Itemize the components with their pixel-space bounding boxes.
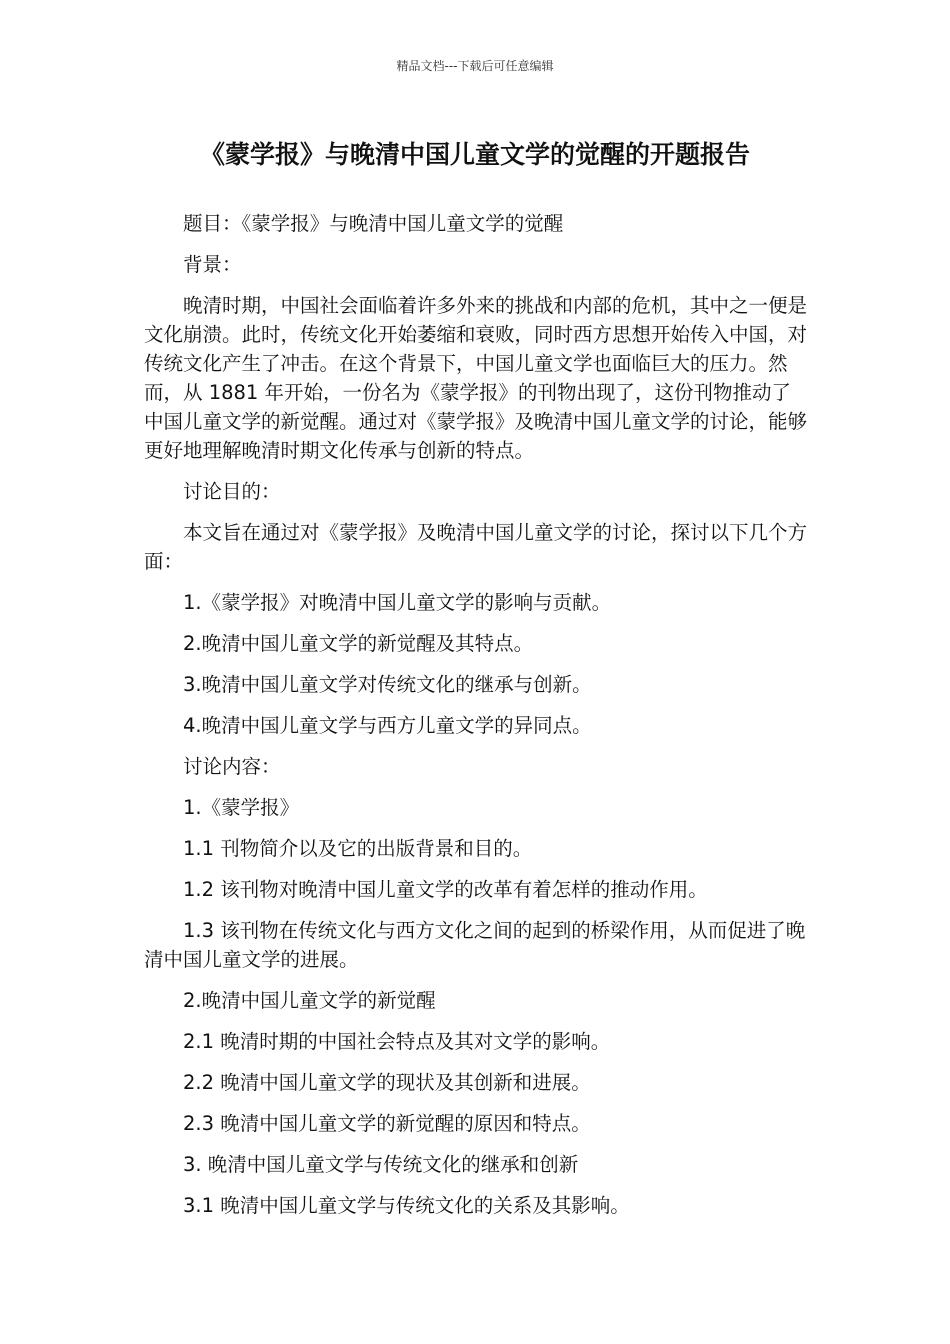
- paragraph-background-heading: 背景：: [183, 253, 242, 276]
- list-item: 2.3 晚清中国儿童文学的新觉醒的原因和特点。: [183, 1112, 591, 1135]
- paragraph-background: 晚清时期，中国社会面临着许多外来的挑战和内部的危机，其中之一便是文化崩溃。此时，传统文化开始萎缩和衰败，同时西方思想开始传入中国，对传统文化产生了冲击。在这个背景下，中国儿童文学也面临巨大的压力。然而，从 1881 年开始，一份名为《蒙学报》的刊物出现了，这份刊物推动了中国儿童文学的新觉醒。通过对《蒙学报》及晚清中国儿童文学的讨论，能够更好地理解晚清时期文化传承与创新的特点。: [144, 294, 808, 462]
- list-item: 3.1 晚清中国儿童文学与传统文化的关系及其影响。: [183, 1194, 630, 1217]
- section-heading: 3. 晚清中国儿童文学与传统文化的继承和创新: [183, 1153, 579, 1176]
- paragraph-purpose-heading: 讨论目的：: [183, 480, 281, 503]
- list-item: 2.1 晚清时期的中国社会特点及其对文学的影响。: [183, 1030, 611, 1053]
- paragraph-purpose-intro: 本文旨在通过对《蒙学报》及晚清中国儿童文学的讨论，探讨以下几个方面：: [144, 521, 808, 573]
- header-note: 精品文档---下载后可任意编辑: [396, 59, 554, 73]
- list-item: 1.《蒙学报》对晚清中国儿童文学的影响与贡献。: [183, 591, 612, 614]
- section-heading: 1.《蒙学报》: [183, 796, 300, 819]
- paragraph-content-heading: 讨论内容：: [183, 755, 281, 778]
- list-item: 1.1 刊物简介以及它的出版背景和目的。: [183, 837, 533, 860]
- list-item: 1.2 该刊物对晚清中国儿童文学的改革有着怎样的推动作用。: [183, 878, 708, 901]
- document-body: [144, 209, 808, 1232]
- paragraph-topic: 题目：《蒙学报》与晚清中国儿童文学的觉醒: [183, 212, 564, 235]
- list-item: 3.晚清中国儿童文学对传统文化的继承与创新。: [183, 673, 592, 696]
- section-heading: 2.晚清中国儿童文学的新觉醒: [183, 989, 436, 1012]
- list-item: 2.晚清中国儿童文学的新觉醒及其特点。: [183, 632, 534, 655]
- list-item: 4.晚清中国儿童文学与西方儿童文学的异同点。: [183, 714, 592, 737]
- list-item: 1.3 该刊物在传统文化与西方文化之间的起到的桥梁作用，从而促进了晚清中国儿童文学的进展。: [144, 919, 806, 971]
- document-title: 《蒙学报》与晚清中国儿童文学的觉醒的开题报告: [199, 140, 750, 169]
- list-item: 2.2 晚清中国儿童文学的现状及其创新和进展。: [183, 1071, 591, 1094]
